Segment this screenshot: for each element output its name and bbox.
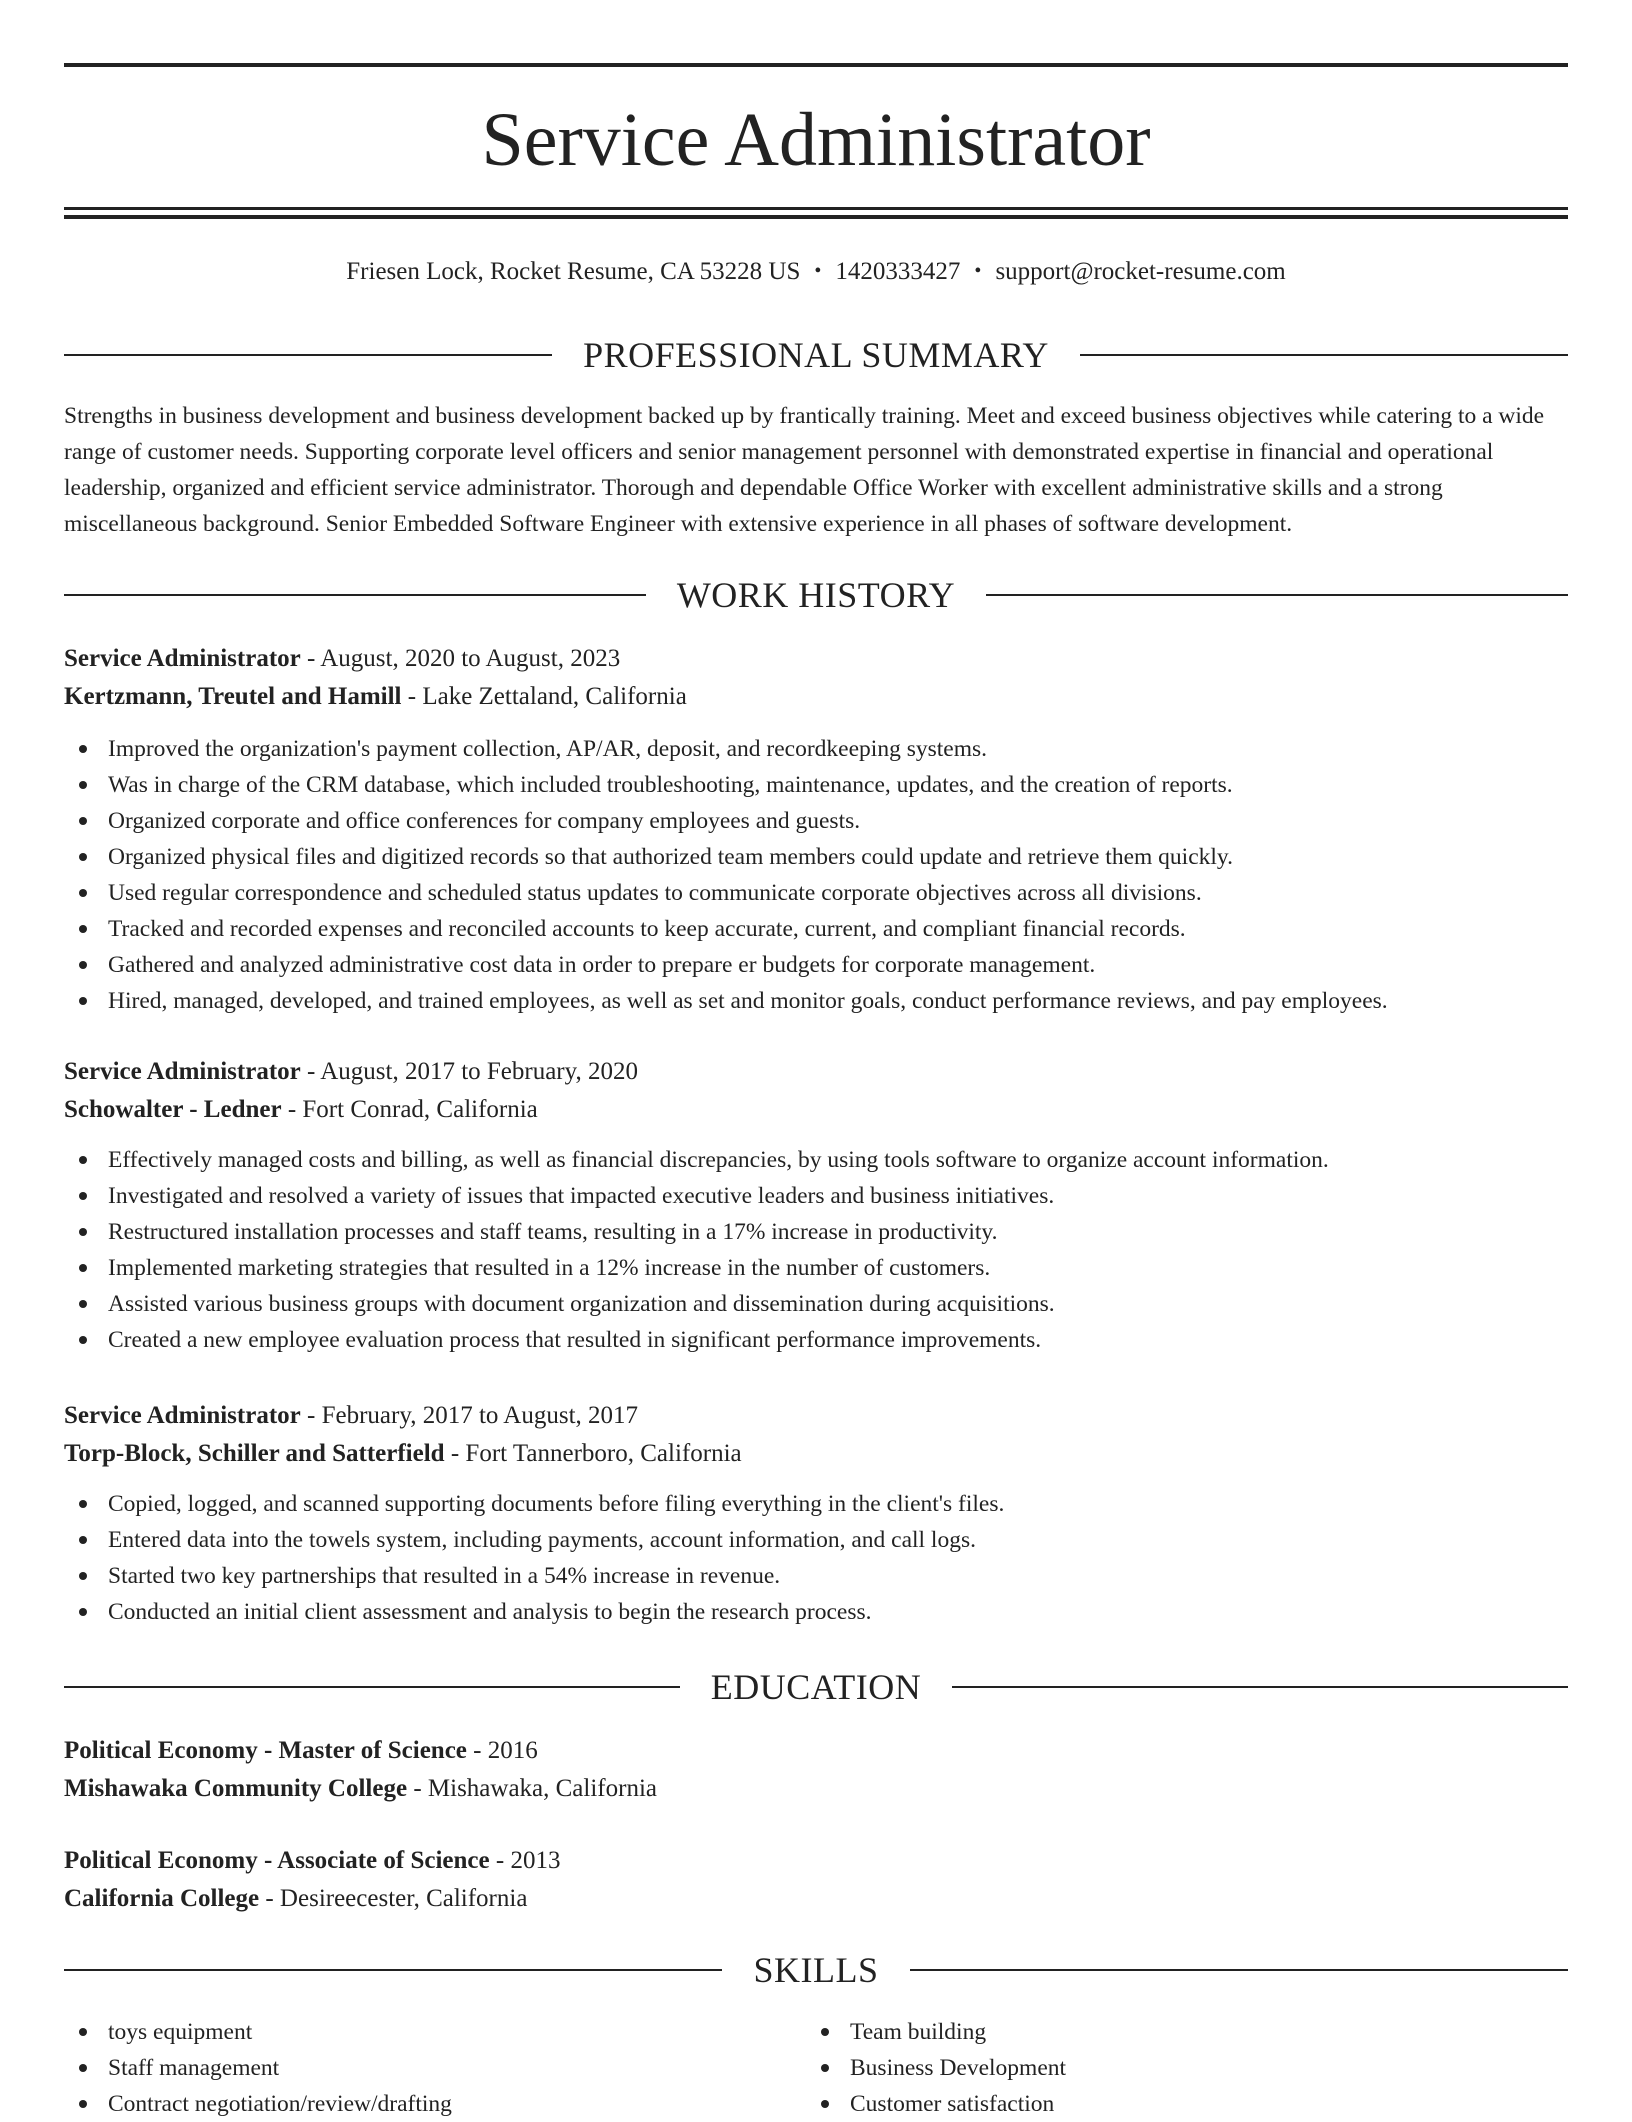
job-location: - Lake Zettaland, California [401,683,687,710]
section-title: WORK HISTORY [676,575,956,615]
education-entry [64,1732,1568,1808]
job-bullet: Effectively managed costs and billing, as well as financial discrepancies, by using tools software to organize account information. [64,1142,1568,1178]
contact-separator: • [974,260,982,282]
bullet-dot [79,745,87,753]
job-bullet: Organized corporate and office conferences for company employees and guests. [64,803,1568,839]
skill-item: Customer satisfaction [806,2086,1506,2122]
job-bullet: Conducted an initial client assessment and analysis to begin the research process. [64,1594,1568,1630]
section-heading-summary [64,333,1568,377]
skill-item: Contract negotiation/review/drafting [64,2086,764,2122]
skill-item: Team building [806,2014,1506,2050]
heading-rule [910,1969,1568,1971]
job-entry [64,640,1568,1019]
job-bullets [64,731,1568,1019]
job-title-line [64,1397,1568,1435]
education-degree-line [64,1842,1568,1880]
job-bullet: Created a new employee evaluation process that resulted in significant performance improvements. [64,1322,1568,1358]
skill-item: toys equipment [64,2014,764,2050]
bullet-dot [79,2064,87,2072]
job-company-line [64,1435,1568,1473]
job-bullet: Used regular correspondence and scheduled status updates to communicate corporate objectives across all divisions. [64,875,1568,911]
bullet-dot [79,889,87,897]
education-degree: Political Economy - Associate of Science [64,1847,490,1874]
summary-text: Strengths in business development and business development backed up by frantically training. Meet and exceed business objectives while catering to a wide range of customer needs. Supporting corporate level officers and senior management personnel with demonstrated expertise in financial and operational leadership, organized and efficient service administrator. Thorough and dependable Office Worker with excellent administrative skills and a strong miscellaneous background. Senior Embedded Software Engineer with extensive experience in all phases of software development. [64,403,1545,537]
bullet-dot [79,925,87,933]
education-school-line [64,1770,1568,1808]
job-bullets [64,1486,1568,1630]
bullet-dot [79,2028,87,2036]
job-title-line [64,1053,1568,1091]
education-year: - 2016 [466,1737,538,1764]
bullet-dot [79,1228,87,1236]
education-entry [64,1842,1568,1918]
contact-phone: 1420333427 [835,258,961,285]
contact-email: support@rocket-resume.com [995,258,1286,285]
contact-address: Friesen Lock, Rocket Resume, CA 53228 US [346,258,801,285]
section-heading-education [64,1665,1568,1709]
header-top-rule [64,63,1568,67]
education-school-line [64,1880,1568,1918]
heading-rule [986,594,1568,596]
job-bullet: Restructured installation processes and staff teams, resulting in a 17% increase in productivity. [64,1214,1568,1250]
job-bullet: Assisted various business groups with document organization and dissemination during acquisitions. [64,1286,1568,1322]
bullet-dot [79,853,87,861]
section-title: PROFESSIONAL SUMMARY [583,335,1049,375]
job-company: Kertzmann, Treutel and Hamill [64,683,402,710]
section-heading-work [64,573,1568,617]
job-bullet: Tracked and recorded expenses and reconciled accounts to keep accurate, current, and compliant financial records. [64,911,1568,947]
job-bullet: Copied, logged, and scanned supporting documents before filing everything in the client's files. [64,1486,1568,1522]
bullet-dot [79,1264,87,1272]
skills-column-left [64,2014,764,2122]
bullet-dot [79,1572,87,1580]
job-company-line [64,678,1568,716]
job-company: Torp-Block, Schiller and Satterfield [64,1440,445,1467]
job-title: Service Administrator [64,1058,301,1085]
job-bullet: Gathered and analyzed administrative cost data in order to prepare er budgets for corporate management. [64,947,1568,983]
skills-list [64,2014,764,2122]
header-bottom-rule-2 [64,215,1568,219]
education-school: California College [64,1885,260,1912]
job-bullet: Improved the organization's payment collection, AP/AR, deposit, and recordkeeping systems. [64,731,1568,767]
section-title: EDUCATION [710,1667,922,1707]
bullet-dot [79,1156,87,1164]
bullet-dot [79,1300,87,1308]
education-year: - 2013 [489,1847,561,1874]
bullet-dot [821,2064,829,2072]
job-bullet: Hired, managed, developed, and trained employees, as well as set and monitor goals, conduct performance reviews, and pay employees. [64,983,1568,1019]
job-bullet: Organized physical files and digitized records so that authorized team members could update and retrieve them quickly. [64,839,1568,875]
bullet-dot [79,781,87,789]
job-location: - Fort Tannerboro, California [444,1440,742,1467]
heading-rule [952,1686,1568,1688]
bullet-dot [79,2100,87,2108]
job-entry [64,1053,1568,1358]
bullet-dot [79,1336,87,1344]
job-bullet: Investigated and resolved a variety of issues that impacted executive leaders and business initiatives. [64,1178,1568,1214]
contact-line [64,254,1568,289]
education-location: - Mishawaka, California [407,1775,657,1802]
contact-separator: • [814,260,822,282]
skills-list [806,2014,1506,2122]
education-location: - Desireecester, California [259,1885,528,1912]
heading-rule [1080,354,1568,356]
bullet-dot [79,961,87,969]
header-bottom-rule [64,207,1568,210]
job-location: - Fort Conrad, California [281,1096,538,1123]
bullet-dot [79,1192,87,1200]
job-dates: - August, 2020 to August, 2023 [300,645,621,672]
section-title: SKILLS [753,1950,879,1990]
bullet-dot [79,1536,87,1544]
bullet-dot [79,817,87,825]
job-bullet: Entered data into the towels system, including payments, account information, and call logs. [64,1522,1568,1558]
job-title-line [64,640,1568,678]
skill-item: Business Development [806,2050,1506,2086]
bullet-dot [79,1500,87,1508]
skills-column-right [806,2014,1506,2122]
education-school: Mishawaka Community College [64,1775,408,1802]
job-title: Service Administrator [64,645,301,672]
job-bullets [64,1142,1568,1358]
section-heading-skills [64,1948,1568,1992]
job-bullet: Started two key partnerships that resulted in a 54% increase in revenue. [64,1558,1568,1594]
job-dates: - August, 2017 to February, 2020 [300,1058,639,1085]
job-dates: - February, 2017 to August, 2017 [300,1402,639,1429]
job-bullet: Implemented marketing strategies that resulted in a 12% increase in the number of customers. [64,1250,1568,1286]
job-bullet: Was in charge of the CRM database, which included troubleshooting, maintenance, updates, and the creation of reports. [64,767,1568,803]
education-degree-line [64,1732,1568,1770]
job-company-line [64,1091,1568,1129]
job-title: Service Administrator [64,1402,301,1429]
bullet-dot [79,997,87,1005]
bullet-dot [79,1608,87,1616]
resume-name: Service Administrator [481,98,1151,182]
education-degree: Political Economy - Master of Science [64,1737,467,1764]
job-company: Schowalter - Ledner [64,1096,282,1123]
bullet-dot [821,2028,829,2036]
job-entry [64,1397,1568,1630]
bullet-dot [821,2100,829,2108]
skill-item: Staff management [64,2050,764,2086]
